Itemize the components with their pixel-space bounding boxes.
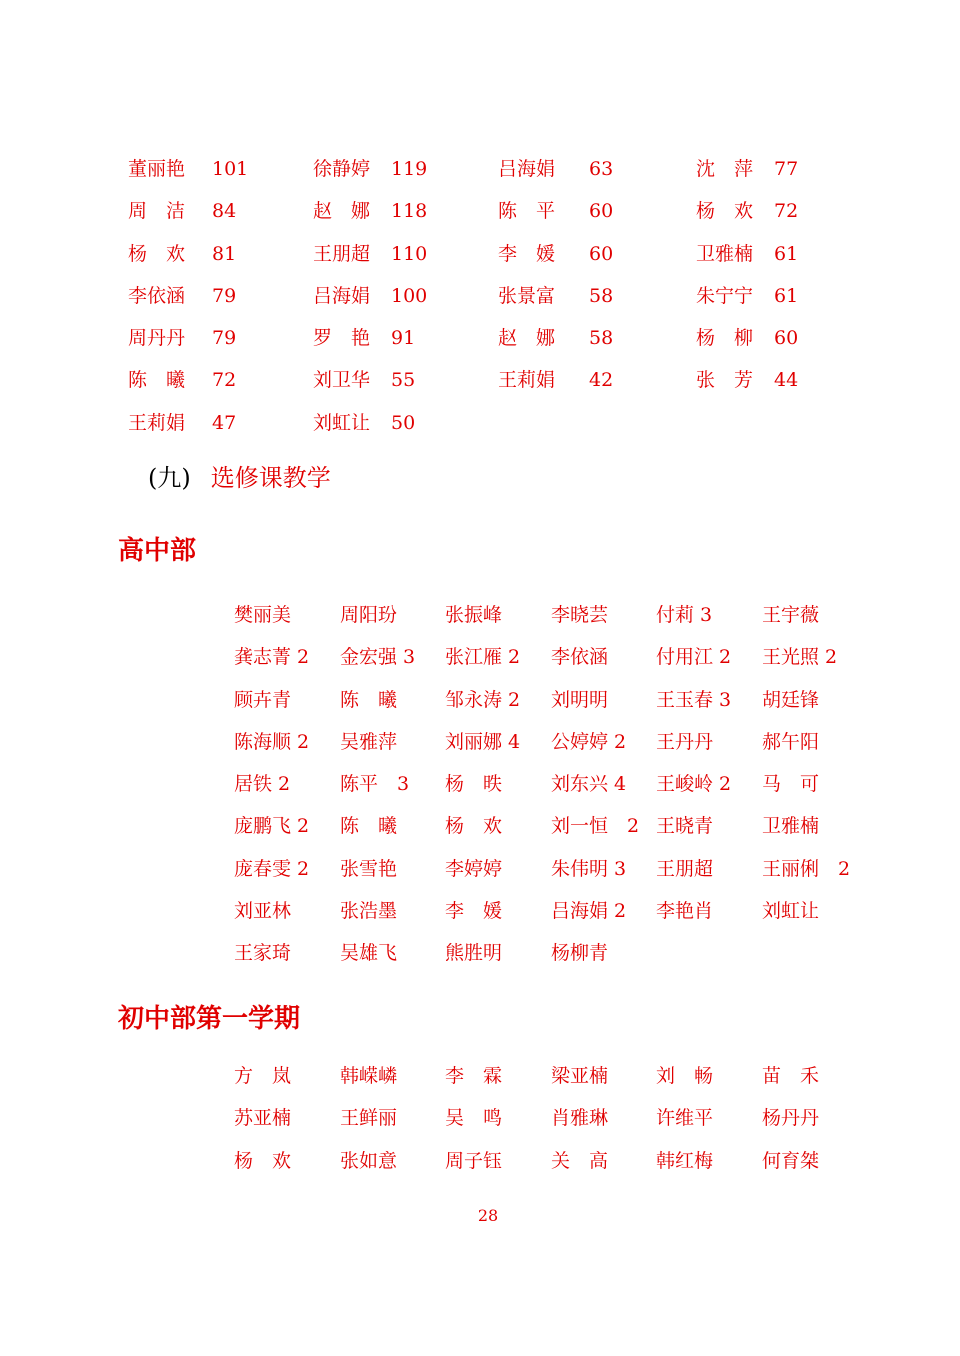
score-value: 63 xyxy=(589,158,614,180)
teacher-name: 关 高 xyxy=(551,1149,609,1172)
teacher-name: 公婷婷 2 xyxy=(551,730,627,753)
teacher-name: 张江雁 2 xyxy=(445,646,521,669)
teacher-name: 熊胜明 xyxy=(445,942,503,965)
teacher-name: 陈 曦 xyxy=(340,815,398,838)
score-value: 61 xyxy=(774,242,799,265)
score-value: 60 xyxy=(589,242,614,265)
score-name: 董丽艳 xyxy=(128,158,186,180)
score-value: 110 xyxy=(391,242,428,265)
teacher-name: 马 可 xyxy=(762,773,820,796)
score-name: 沈 萍 xyxy=(696,158,754,180)
teacher-name: 张浩墨 xyxy=(340,900,398,923)
teacher-name: 方 岚 xyxy=(234,1065,292,1087)
teacher-name: 刘虹让 xyxy=(762,900,820,923)
score-name: 卫雅楠 xyxy=(696,242,754,265)
score-value: 72 xyxy=(212,369,237,392)
teacher-name: 金宏强 3 xyxy=(340,646,416,669)
score-value: 84 xyxy=(212,200,237,223)
teacher-name: 陈海顺 2 xyxy=(234,730,310,753)
score-value: 72 xyxy=(774,200,799,223)
teacher-name: 庞鹏飞 2 xyxy=(234,815,310,838)
teacher-name: 吕海娟 2 xyxy=(551,900,627,923)
teacher-name: 苗 禾 xyxy=(762,1065,820,1087)
teacher-name: 陈平 3 xyxy=(340,773,410,796)
teacher-name: 刘丽娜 4 xyxy=(445,730,521,753)
teacher-name: 梁亚楠 xyxy=(551,1065,609,1087)
score-value: 101 xyxy=(212,158,249,180)
teacher-name: 杨 欢 xyxy=(445,815,503,838)
teacher-name: 张振峰 xyxy=(445,604,503,626)
teacher-name: 邹永涛 2 xyxy=(445,688,521,711)
teacher-name: 王光照 2 xyxy=(762,646,838,669)
teacher-name: 刘明明 xyxy=(551,688,609,711)
teacher-name: 周阳玢 xyxy=(340,604,398,626)
score-name: 王莉娟 xyxy=(128,411,186,434)
teacher-name: 刘 畅 xyxy=(656,1065,714,1087)
score-value: 60 xyxy=(589,200,614,223)
teacher-name: 樊丽美 xyxy=(234,604,292,626)
teacher-name: 庞春雯 2 xyxy=(234,857,310,880)
teacher-name: 郝午阳 xyxy=(762,730,820,753)
score-name: 刘虹让 xyxy=(313,411,371,434)
teacher-name: 苏亚楠 xyxy=(234,1107,292,1130)
score-value: 118 xyxy=(391,200,428,223)
score-name: 李依涵 xyxy=(128,284,186,307)
teacher-name: 刘一恒 2 xyxy=(551,815,640,838)
teacher-name: 朱伟明 3 xyxy=(551,857,627,880)
score-value: 119 xyxy=(391,158,428,180)
teacher-name: 王晓青 xyxy=(656,815,714,838)
score-value: 58 xyxy=(589,327,614,350)
subheading-number: (九) xyxy=(148,464,191,492)
score-value: 61 xyxy=(774,284,799,307)
score-value: 47 xyxy=(212,411,237,434)
score-value: 55 xyxy=(391,369,416,392)
teacher-name: 王家琦 xyxy=(234,942,292,965)
teacher-name: 刘东兴 4 xyxy=(551,773,627,796)
teacher-name: 顾卉青 xyxy=(234,688,292,711)
teacher-name: 韩嵘嶙 xyxy=(340,1065,398,1087)
score-value: 81 xyxy=(212,242,237,265)
teacher-name: 王玉春 3 xyxy=(656,688,732,711)
teacher-name: 肖雅琳 xyxy=(551,1107,609,1130)
teacher-name: 何育桀 xyxy=(762,1149,820,1172)
teacher-name: 张如意 xyxy=(340,1149,398,1172)
score-name: 赵 娜 xyxy=(313,200,371,223)
score-name: 刘卫华 xyxy=(313,369,371,392)
teacher-name: 张雪艳 xyxy=(340,857,398,880)
score-name: 杨 欢 xyxy=(128,242,186,265)
score-name: 赵 娜 xyxy=(498,327,556,350)
score-name: 周丹丹 xyxy=(128,327,186,350)
teacher-name: 吴雄飞 xyxy=(340,942,398,965)
score-value: 91 xyxy=(391,327,416,350)
teacher-name: 杨丹丹 xyxy=(762,1107,820,1130)
teacher-name: 陈 曦 xyxy=(340,688,398,711)
subheading-text: 选修课教学 xyxy=(210,464,331,492)
score-value: 44 xyxy=(774,369,799,392)
score-value: 58 xyxy=(589,284,614,307)
score-value: 60 xyxy=(774,327,799,350)
score-name: 陈 曦 xyxy=(128,369,186,392)
teacher-name: 李晓芸 xyxy=(551,604,609,626)
teacher-name: 杨 欢 xyxy=(234,1149,292,1172)
score-name: 周 洁 xyxy=(128,200,186,223)
teacher-name: 杨 昳 xyxy=(445,773,503,796)
teacher-name: 龚志菁 2 xyxy=(234,646,310,669)
score-name: 徐静婷 xyxy=(313,158,371,180)
teacher-name: 李 媛 xyxy=(445,900,503,923)
score-value: 77 xyxy=(774,158,799,180)
teacher-name: 王丽俐 2 xyxy=(762,857,851,880)
teacher-name: 吴 鸣 xyxy=(445,1107,503,1130)
score-name: 李 媛 xyxy=(498,242,556,265)
teacher-name: 居铁 2 xyxy=(234,773,291,796)
junior-section-title: 初中部第一学期 xyxy=(118,1004,301,1034)
teacher-name: 王朋超 xyxy=(656,857,714,880)
teacher-name: 许维平 xyxy=(656,1107,714,1130)
score-value: 50 xyxy=(391,411,416,434)
score-name: 王朋超 xyxy=(313,242,371,265)
teacher-name: 卫雅楠 xyxy=(762,815,820,838)
teacher-name: 付莉 3 xyxy=(656,604,713,626)
teacher-name: 李依涵 xyxy=(551,646,609,669)
score-value: 100 xyxy=(391,284,428,307)
teacher-name: 李婷婷 xyxy=(445,857,503,880)
score-value: 42 xyxy=(589,369,614,392)
score-name: 朱宁宁 xyxy=(696,284,754,307)
score-name: 杨 柳 xyxy=(696,327,754,350)
subheading xyxy=(148,460,331,496)
teacher-name: 刘亚林 xyxy=(234,900,292,923)
score-name: 张 芳 xyxy=(696,369,754,392)
page-number: 28 xyxy=(477,1206,499,1225)
score-name: 张景富 xyxy=(498,284,556,307)
score-name: 罗 艳 xyxy=(313,327,371,350)
score-value: 79 xyxy=(212,327,237,350)
teacher-name: 王丹丹 xyxy=(656,730,714,753)
score-name: 杨 欢 xyxy=(696,200,754,223)
score-name: 吕海娟 xyxy=(498,158,556,180)
score-name: 吕海娟 xyxy=(313,284,371,307)
score-name: 陈 平 xyxy=(498,200,556,223)
teacher-name: 胡廷锋 xyxy=(762,688,820,711)
teacher-name: 王峻岭 2 xyxy=(656,773,732,796)
teacher-name: 周子钰 xyxy=(445,1149,503,1172)
teacher-name: 韩红梅 xyxy=(656,1149,714,1172)
score-value: 79 xyxy=(212,284,237,307)
teacher-name: 吴雅萍 xyxy=(340,730,398,753)
senior-section-title: 高中部 xyxy=(118,536,197,566)
teacher-name: 付用江 2 xyxy=(656,646,732,669)
score-name: 王莉娟 xyxy=(498,369,556,392)
teacher-name: 李艳肖 xyxy=(656,900,714,923)
teacher-name: 杨柳青 xyxy=(551,942,609,965)
teacher-name: 李 霖 xyxy=(445,1065,503,1087)
teacher-name: 王鲜丽 xyxy=(340,1107,398,1130)
teacher-name: 王宇薇 xyxy=(762,604,820,626)
